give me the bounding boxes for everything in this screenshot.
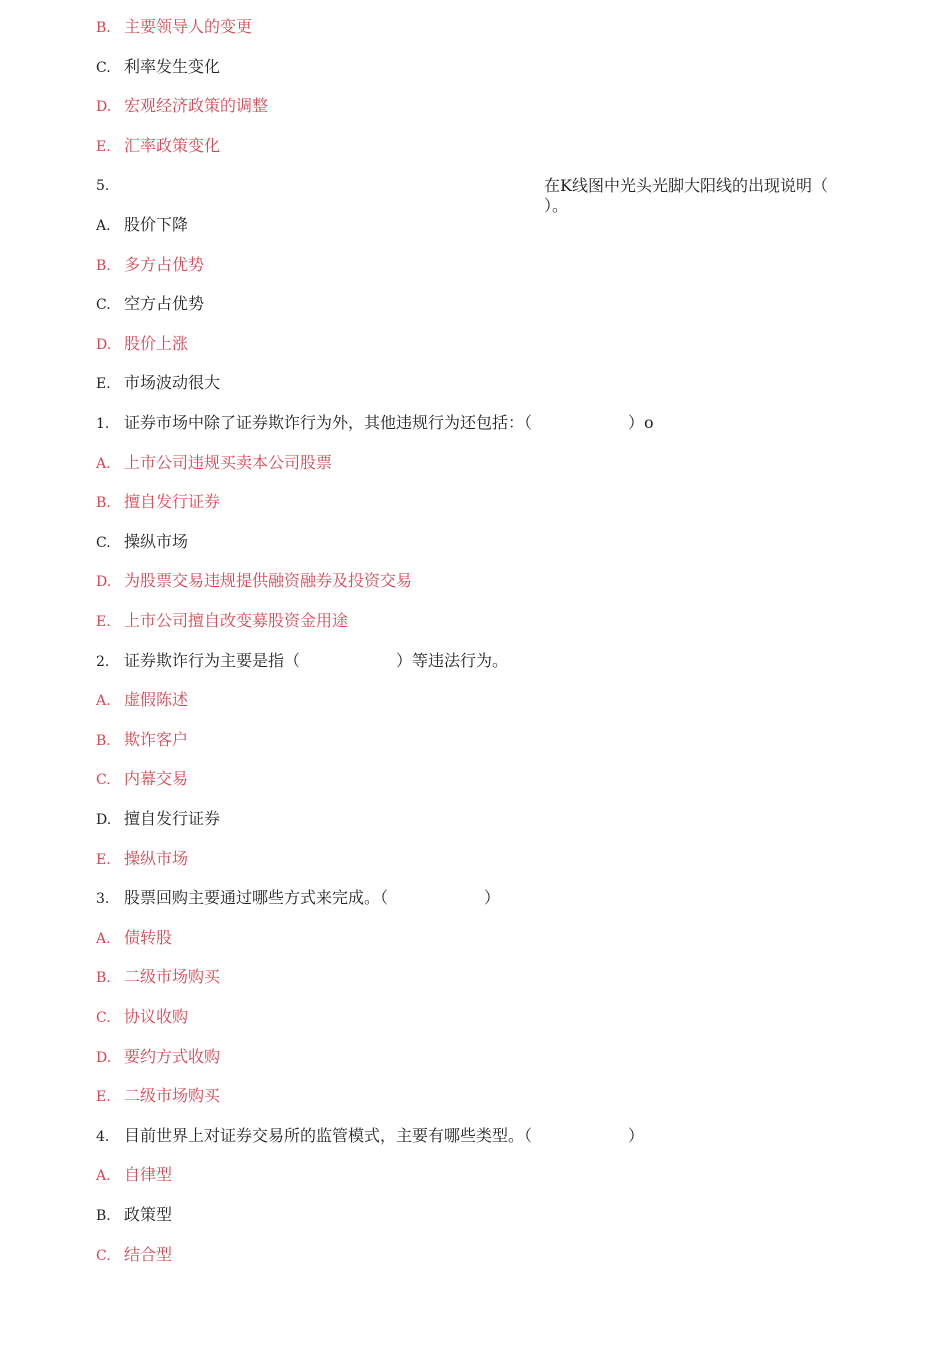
option-label: C. — [96, 60, 111, 76]
option-label: C. — [96, 1248, 111, 1264]
option-line — [96, 1047, 220, 1068]
option-text: 宏观经济政策的调整 — [124, 96, 269, 115]
option-text: 利率发生变化 — [124, 57, 221, 76]
option-label: B. — [96, 733, 111, 749]
option-label: C. — [96, 297, 111, 313]
option-label: E. — [96, 614, 111, 630]
option-line — [96, 1086, 220, 1107]
option-line — [96, 255, 204, 276]
option-line — [96, 928, 172, 949]
option-line — [96, 57, 220, 78]
option-line — [96, 532, 188, 553]
option-text: 协议收购 — [124, 1007, 189, 1026]
option-text: 股价上涨 — [124, 334, 189, 353]
option-text: 上市公司违规买卖本公司股票 — [124, 453, 333, 472]
option-line — [96, 769, 188, 790]
option-label: 4. — [96, 1129, 110, 1145]
option-label: C. — [96, 1010, 111, 1026]
option-line — [96, 849, 188, 870]
option-label: A. — [96, 1168, 111, 1184]
option-text: 证券市场中除了证券欺诈行为外，其他违规行为还包括：（ ）o — [124, 413, 654, 432]
question-5-text — [544, 176, 828, 216]
option-line — [96, 1245, 172, 1266]
option-label: 1. — [96, 416, 110, 432]
option-text: 自律型 — [124, 1165, 173, 1184]
option-line — [96, 492, 220, 513]
option-label: C. — [96, 772, 111, 788]
option-text: 政策型 — [124, 1205, 173, 1224]
option-line — [96, 413, 654, 434]
option-line — [96, 373, 220, 394]
option-line — [96, 453, 332, 474]
option-line — [96, 334, 188, 355]
option-line — [96, 1165, 172, 1186]
option-label: A. — [96, 456, 111, 472]
option-text: 结合型 — [124, 1245, 173, 1264]
option-text: 虚假陈述 — [124, 690, 189, 709]
option-line — [96, 888, 500, 909]
option-label: E. — [96, 376, 111, 392]
option-label: B. — [96, 970, 111, 986]
option-text: 操纵市场 — [124, 849, 189, 868]
option-text: 空方占优势 — [124, 294, 205, 313]
option-line — [96, 1205, 172, 1226]
option-text: 欺诈客户 — [124, 730, 189, 749]
option-line — [96, 1007, 188, 1028]
option-label: D. — [96, 574, 112, 590]
option-line — [96, 175, 124, 196]
option-label: D. — [96, 99, 112, 115]
option-line — [96, 215, 188, 236]
option-label: D. — [96, 1050, 112, 1066]
question-5-line-1: 在K线图中光头光脚大阳线的出现说明（ — [544, 176, 828, 195]
option-line — [96, 809, 220, 830]
option-text: 证券欺诈行为主要是指（ ）等违法行为。 — [124, 651, 509, 670]
option-line — [96, 651, 508, 672]
option-text: 汇率政策变化 — [124, 136, 221, 155]
option-label: B. — [96, 1208, 111, 1224]
option-text: 股票回购主要通过哪些方式来完成。（ ） — [124, 888, 501, 907]
option-label: D. — [96, 812, 112, 828]
option-text: 擅自发行证券 — [124, 492, 221, 511]
option-line — [96, 1126, 644, 1147]
option-text: 要约方式收购 — [124, 1047, 221, 1066]
option-line — [96, 17, 252, 38]
option-label: E. — [96, 1089, 111, 1105]
option-text: 目前世界上对证券交易所的监管模式，主要有哪些类型。（ ） — [124, 1126, 645, 1145]
option-label: E. — [96, 139, 111, 155]
option-label: B. — [96, 20, 111, 36]
option-text: 二级市场购买 — [124, 967, 221, 986]
option-text: 市场波动很大 — [124, 373, 221, 392]
option-line — [96, 690, 188, 711]
option-line — [96, 136, 220, 157]
option-text: 为股票交易违规提供融资融券及投资交易 — [124, 571, 413, 590]
option-text: 多方占优势 — [124, 255, 205, 274]
option-label: E. — [96, 852, 111, 868]
option-text: 股价下降 — [124, 215, 189, 234]
option-text: 主要领导人的变更 — [124, 17, 253, 36]
option-line — [96, 611, 348, 632]
option-text: 擅自发行证券 — [124, 809, 221, 828]
option-label: A. — [96, 693, 111, 709]
option-line — [96, 967, 220, 988]
option-label: A. — [96, 218, 111, 234]
option-line — [96, 96, 268, 117]
option-text: 操纵市场 — [124, 532, 189, 551]
option-label: B. — [96, 258, 111, 274]
option-line — [96, 294, 204, 315]
option-text: 内幕交易 — [124, 769, 189, 788]
option-label: C. — [96, 535, 111, 551]
option-text: 上市公司擅自改变募股资金用途 — [124, 611, 349, 630]
question-5-line-2: ）。 — [544, 196, 569, 215]
option-text: 二级市场购买 — [124, 1086, 221, 1105]
option-label: 2. — [96, 654, 110, 670]
option-label: 5. — [96, 178, 110, 194]
option-line — [96, 571, 412, 592]
option-label: A. — [96, 931, 111, 947]
option-line — [96, 730, 188, 751]
option-label: B. — [96, 495, 111, 511]
option-label: 3. — [96, 891, 110, 907]
option-label: D. — [96, 337, 112, 353]
option-text: 债转股 — [124, 928, 173, 947]
